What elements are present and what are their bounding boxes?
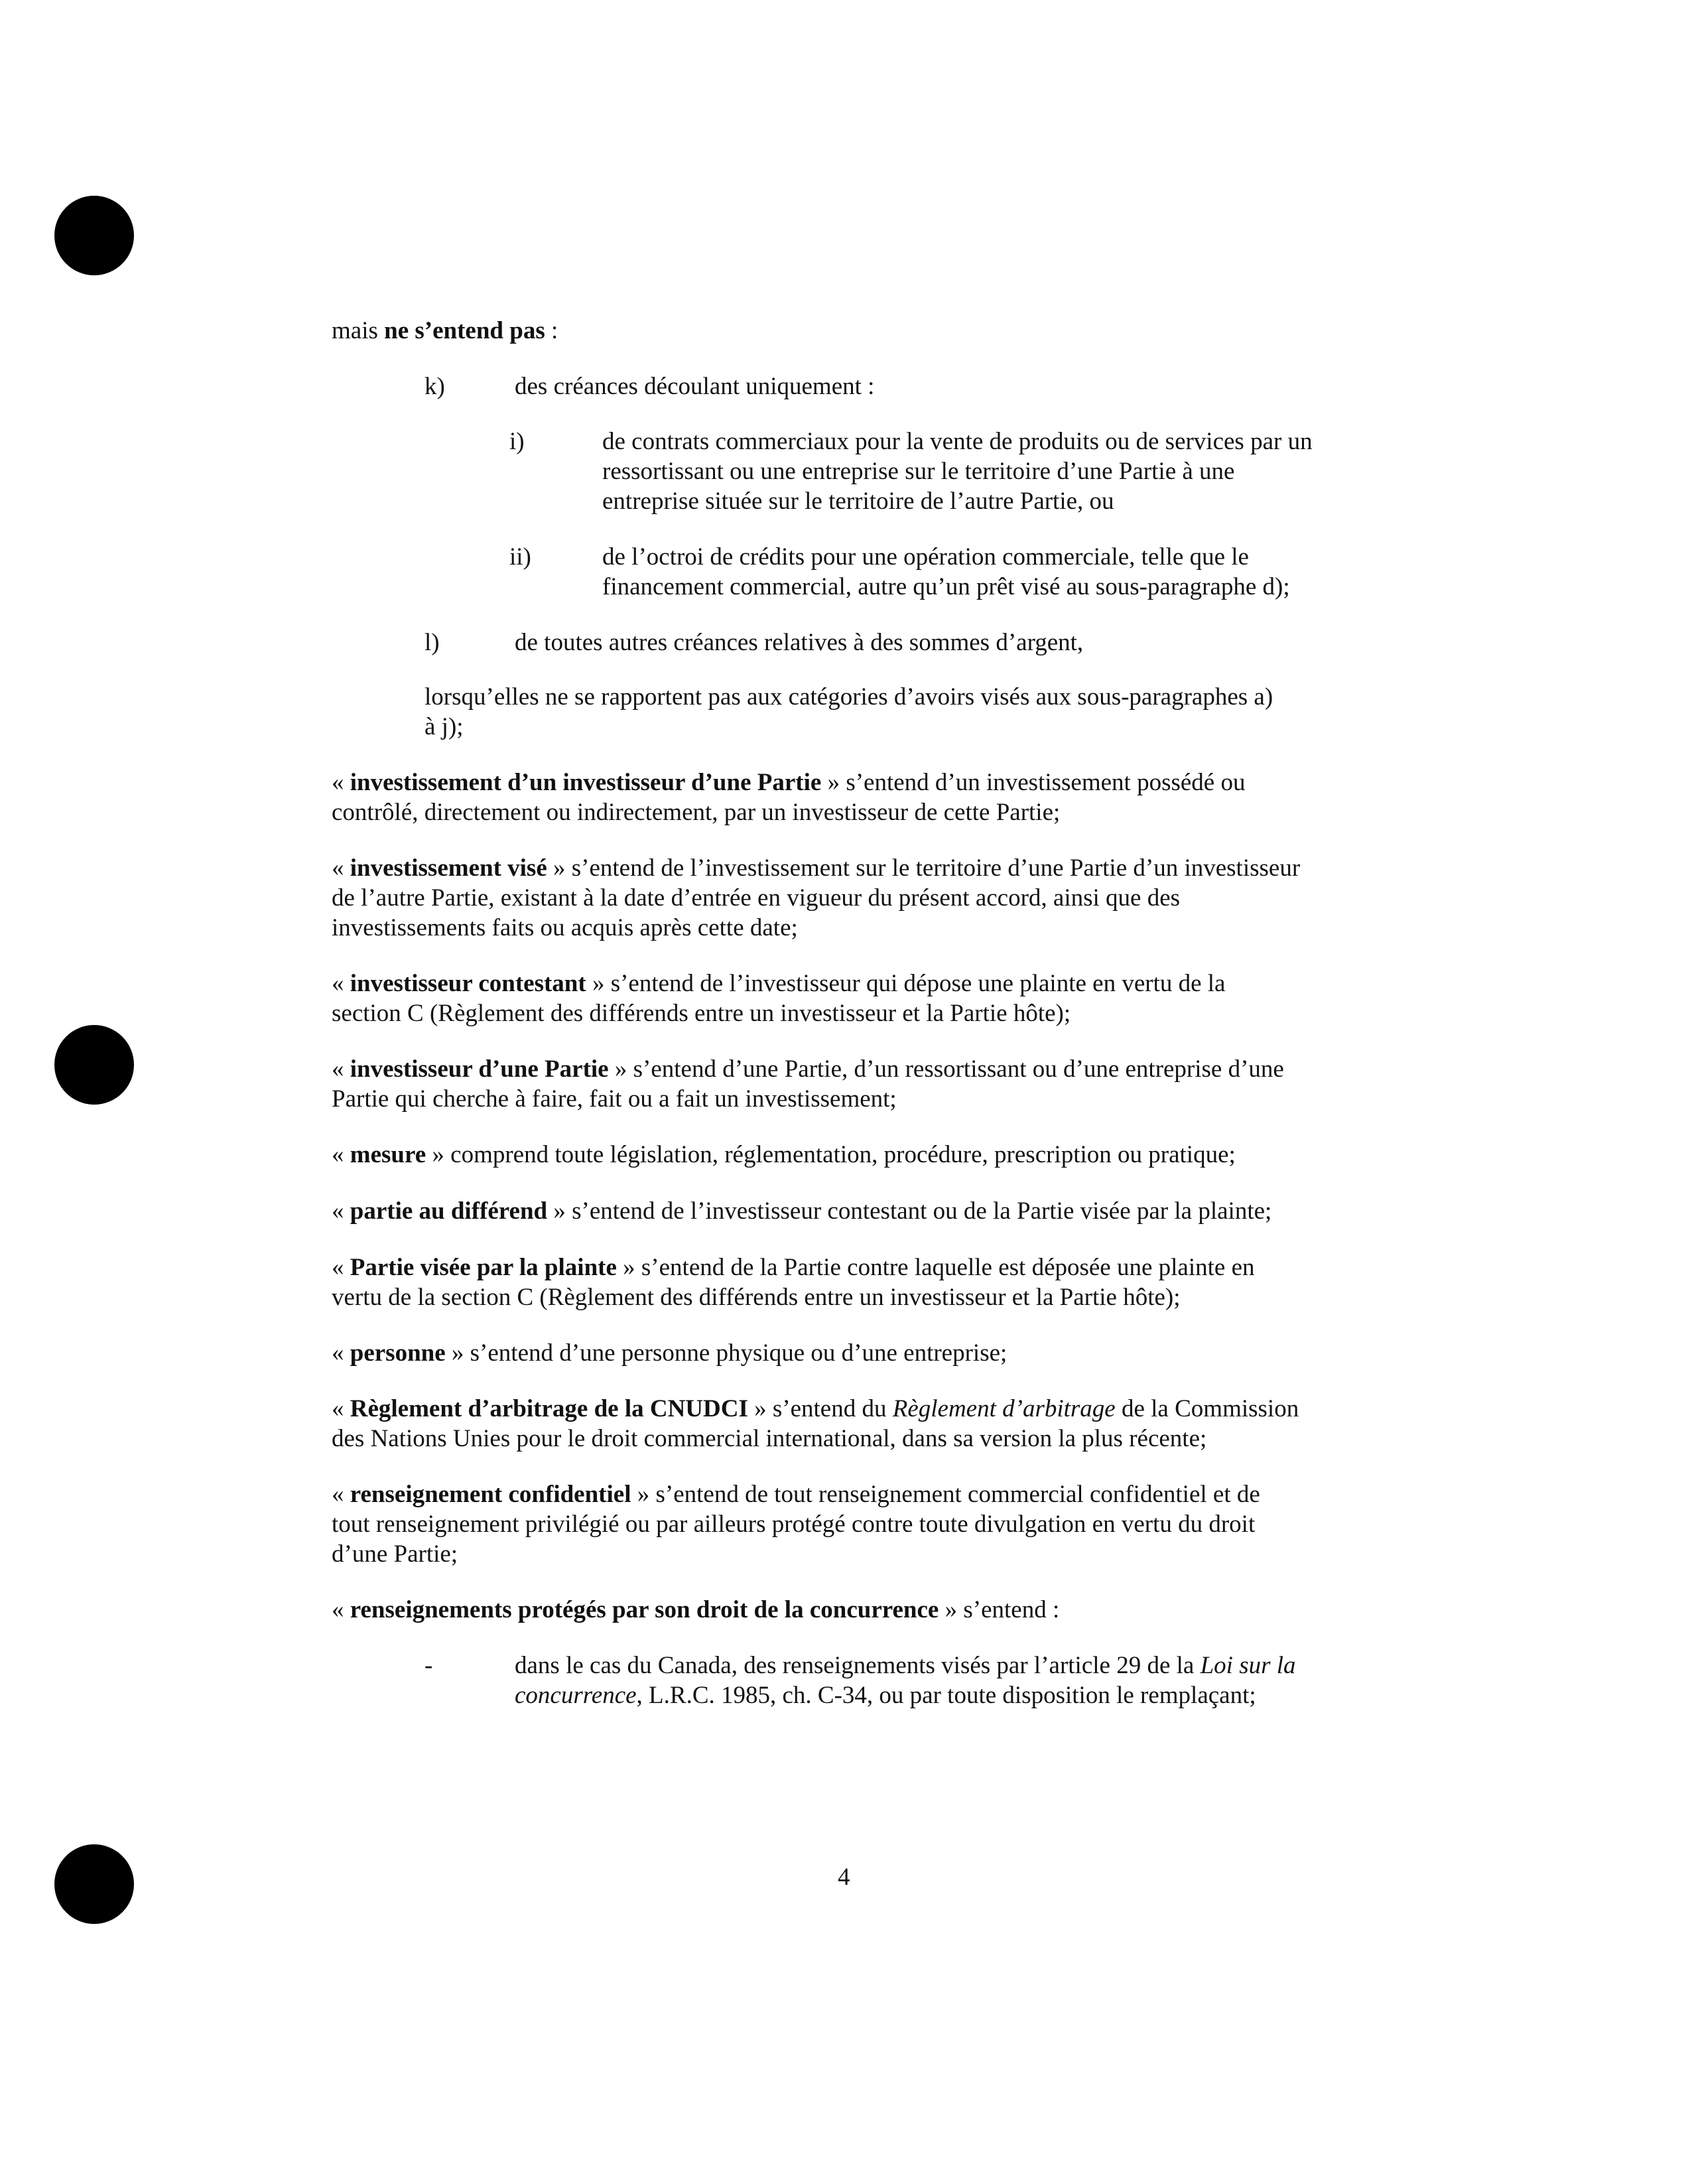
def-rest: s’entend du [766, 1395, 893, 1422]
def-term: Partie visée par la plainte [350, 1254, 617, 1281]
item-i-line-1: de contrats commerciaux pour la vente de produits ou de services par un [602, 428, 1313, 455]
item-i-line-3: entreprise située sur le territoire de l’autre Partie, ou [602, 488, 1114, 515]
def-term: investissement visé [350, 854, 547, 882]
def-term: mesure [350, 1141, 426, 1168]
bullet-italic-2: concurrence [515, 1682, 637, 1709]
def-renseignement-confidentiel-line-3: d’une Partie; [332, 1540, 458, 1568]
quote-open: « [332, 1339, 350, 1367]
page-number: 4 [838, 1864, 850, 1891]
def-rest: s’entend de l’investisseur qui dépose une plainte en vertu de la [604, 970, 1226, 997]
def-term: renseignements protégés par son droit de la concurrence [350, 1596, 939, 1623]
quote-close: » [939, 1596, 958, 1623]
item-l-text: de toutes autres créances relatives à des sommes d’argent, [515, 629, 1084, 656]
def-investissement-vise-line-3: investissements faits ou acquis après cette date; [332, 914, 798, 941]
def-partie-visee-line-2: vertu de la section C (Règlement des différends entre un investisseur et la Partie hôte); [332, 1284, 1181, 1311]
def-rest: s’entend d’une Partie, d’un ressortissant ou d’une entreprise d’une [627, 1056, 1284, 1083]
quote-close: » [445, 1339, 464, 1367]
intro-pre: mais [332, 317, 385, 344]
quote-close: » [586, 970, 605, 997]
def-rest: s’entend d’un investissement possédé ou [840, 769, 1246, 796]
def-personne [332, 1338, 1007, 1369]
def-investissement-vise-line-2: de l’autre Partie, existant à la date d’entrée en vigueur du présent accord, ainsi que des [332, 884, 1181, 912]
quote-open: « [332, 1056, 350, 1083]
quote-close: » [616, 1254, 635, 1281]
def-renseignement-confidentiel-line-1 [332, 1479, 1260, 1510]
quote-open: « [332, 1481, 350, 1508]
quote-close: » [608, 1056, 627, 1083]
punch-hole-bottom [54, 1844, 134, 1924]
def-rest: comprend toute législation, réglementation, procédure, prescription ou pratique; [444, 1141, 1236, 1168]
quote-open: « [332, 1395, 350, 1422]
bullet-line-2 [515, 1680, 1256, 1711]
bullet-line-1 [515, 1651, 1296, 1681]
quote-open: « [332, 1254, 350, 1281]
def-rest: s’entend d’une personne physique ou d’une entreprise; [464, 1339, 1008, 1367]
def-rest: s’entend de l’investisseur contestant ou de la Partie visée par la plainte; [565, 1197, 1272, 1225]
def-investisseur-contestant-line-2: section C (Règlement des différends entre un investisseur et la Partie hôte); [332, 1000, 1071, 1027]
def-italic: Règlement d’arbitrage [892, 1395, 1116, 1422]
intro-line [332, 316, 558, 346]
def-investissement-vise-line-1 [332, 853, 1300, 884]
tail-line-1: lorsqu’elles ne se rapportent pas aux catégories d’avoirs visés aux sous-paragraphes a) [424, 683, 1273, 711]
quote-close: » [748, 1395, 767, 1422]
def-investissement-investisseur-line-2: contrôlé, directement ou indirectement, par un investisseur de cette Partie; [332, 799, 1061, 826]
bullet-dash: - [424, 1652, 433, 1679]
def-term: investisseur d’une Partie [350, 1056, 609, 1083]
quote-close: » [631, 1481, 650, 1508]
def-term: Règlement d’arbitrage de la CNUDCI [350, 1395, 748, 1422]
item-i-label: i) [509, 428, 525, 455]
bullet-italic-1: Loi sur la [1200, 1652, 1296, 1679]
def-investisseur-contestant-line-1 [332, 969, 1225, 999]
bullet-post: , L.R.C. 1985, ch. C-34, ou par toute disposition le remplaçant; [636, 1682, 1256, 1709]
def-partie-visee-line-1 [332, 1253, 1255, 1283]
quote-open: « [332, 1141, 350, 1168]
quote-close: » [547, 854, 566, 882]
item-k-label: k) [424, 373, 445, 400]
bullet-pre: dans le cas du Canada, des renseignements visés par l’article 29 de la [515, 1652, 1201, 1679]
quote-close: » [547, 1197, 566, 1225]
punch-hole-middle [54, 1025, 134, 1105]
intro-bold: ne s’entend pas [384, 317, 545, 344]
def-term: investisseur contestant [350, 970, 586, 997]
tail-line-2: à j); [424, 713, 464, 740]
def-rest: s’entend de la Partie contre laquelle est déposée une plainte en [635, 1254, 1255, 1281]
quote-open: « [332, 970, 350, 997]
def-reglement-arbitrage-line-2: des Nations Unies pour le droit commercial international, dans sa version la plus récente; [332, 1425, 1207, 1452]
def-investisseur-partie-line-2: Partie qui cherche à faire, fait ou a fait un investissement; [332, 1085, 897, 1113]
quote-open: « [332, 769, 350, 796]
item-ii-line-1: de l’octroi de crédits pour une opération commerciale, telle que le [602, 543, 1249, 571]
def-partie-au-differend [332, 1196, 1271, 1227]
def-renseignements-proteges [332, 1595, 1059, 1625]
def-rest: s’entend de l’investissement sur le territoire d’une Partie d’un investisseur [565, 854, 1301, 882]
quote-open: « [332, 1197, 350, 1225]
def-term: personne [350, 1339, 446, 1367]
def-reglement-arbitrage-line-1 [332, 1394, 1299, 1424]
item-i-line-2: ressortissant ou une entreprise sur le territoire d’une Partie à une [602, 458, 1235, 485]
def-investissement-investisseur-line-1 [332, 768, 1245, 798]
def-mesure [332, 1140, 1236, 1170]
def-term: partie au différend [350, 1197, 548, 1225]
quote-open: « [332, 854, 350, 882]
def-term: investissement d’un investisseur d’une Partie [350, 769, 822, 796]
quote-close: » [426, 1141, 444, 1168]
item-l-label: l) [424, 629, 440, 656]
intro-post: : [545, 317, 558, 344]
quote-open: « [332, 1596, 350, 1623]
def-rest: s’entend : [957, 1596, 1060, 1623]
item-k-text: des créances découlant uniquement : [515, 373, 875, 400]
def-term: renseignement confidentiel [350, 1481, 631, 1508]
quote-close: » [821, 769, 840, 796]
item-ii-label: ii) [509, 543, 531, 571]
def-rest: s’entend de tout renseignement commercial confidentiel et de [649, 1481, 1260, 1508]
def-renseignement-confidentiel-line-2: tout renseignement privilégié ou par ailleurs protégé contre toute divulgation en vertu du droit [332, 1511, 1256, 1538]
punch-hole-top [54, 196, 134, 275]
def-rest-2: de la Commission [1115, 1395, 1299, 1422]
def-investisseur-partie-line-1 [332, 1054, 1284, 1085]
item-ii-line-2: financement commercial, autre qu’un prêt visé au sous-paragraphe d); [602, 573, 1290, 600]
